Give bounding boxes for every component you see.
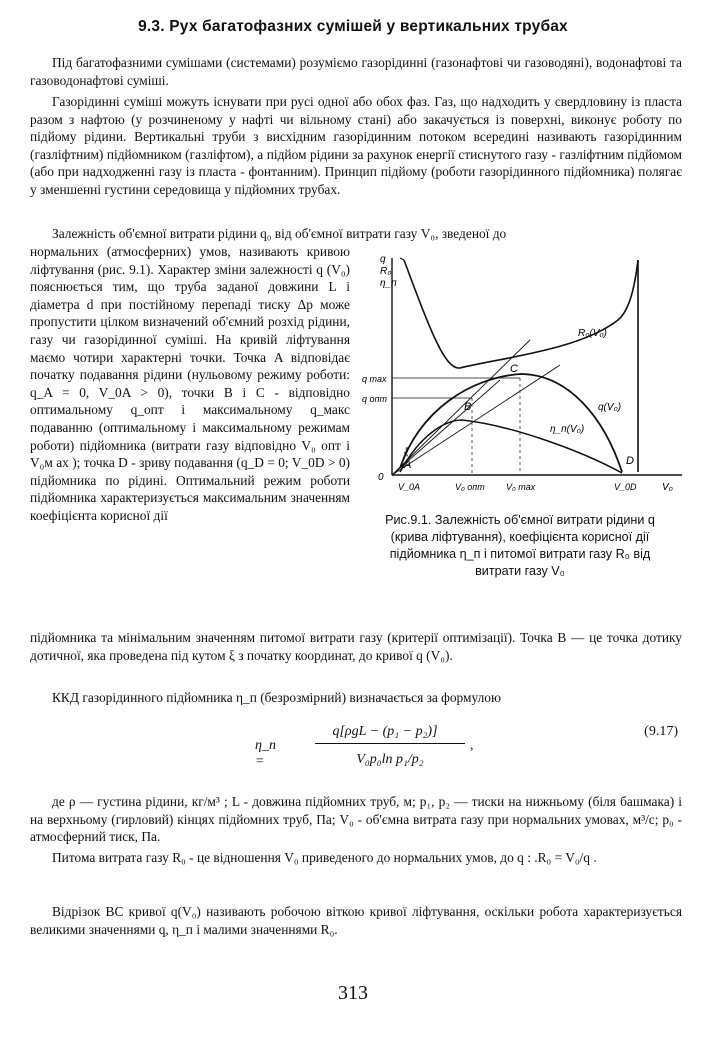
r0-curve — [404, 260, 638, 368]
y-tick-qopt: q опт — [362, 394, 387, 404]
curve-label-q: q(V₀) — [598, 402, 622, 413]
point-b-label: B — [464, 401, 472, 413]
lift-curve-figure — [360, 250, 690, 500]
y-label-eta: η_п — [380, 278, 397, 289]
paragraph-dependence-intro: Залежність об'ємної витрати рідини q₀ від об'ємної витрати газу V₀, зведеної до — [52, 226, 507, 241]
point-d-label: D — [626, 455, 634, 467]
section-title: 9.3. Рух багатофазних сумішей у вертикальних трубах — [138, 18, 568, 35]
formula-trailing: , — [470, 738, 474, 753]
tangent-line-2 — [392, 365, 560, 475]
equation-number: (9.17) — [644, 724, 678, 739]
x-tick-v0opt: V₀ опт — [455, 482, 485, 492]
x-tick-v0max: V₀ max — [506, 482, 536, 492]
paragraph-specific-gas: Питома витрата газу R₀ - це відношення V₀ приведеного до нормальних умов, до q : .R₀ = V₀/q . — [52, 850, 597, 865]
paragraph-lift-curve: нормальних (атмосферних) умов, називають кривою ліфтування (рис. 9.1). Характер зміни залежності q (V₀) пояснюється тим, що труба заданої довжини L і діаметра d при постійному перепаді тиску Δp може пропустити цілком визначений об'ємний розхід рідини, газу чи газорідинної суміші. На кривій ліфтування маємо чотири характерні точки. Точка A відповідає початку подавання рідини (нульовому режиму роботи: q_A = 0, V_0A > 0), точки B і C - відповідно оптимальному q_опт і максимальному q_макс подаванню (оптимальному і максимальному режимам роботи) підйомника (витрати газу відповідно V₀ опт і V₀м ах ); точка D - зриву подавання (q_D = 0; V_0D > 0) підйомника по рідині. Оптимальний режим роботи підйомника характеризується максимальним значенням коефіцієнта корисної дії — [30, 244, 350, 523]
paragraph-lift-curve-tail: підйомника та мінімальним значенням питомої витрати газу (критерії оптимізації). Точка B — це точка дотику дотичної, яка проведена під кутом ξ з початку координат, до кривої q (V₀). — [30, 630, 682, 663]
curve-label-eta: η_п(V₀) — [550, 424, 585, 435]
x-axis-label: V₀ — [662, 482, 673, 493]
point-c-label: C — [510, 363, 518, 375]
origin-label: 0 — [378, 472, 384, 483]
figure-caption: Рис.9.1. Залежність об'ємної витрати рідини q (крива ліфтування), коефіцієнта корисної дії підйомника η_п і питомої витрати газу R₀ від витрати газу V₀ — [385, 513, 655, 578]
paragraph-working-branch: Відрізок BC кривої q(V₀) називають робочою віткою кривої ліфтування, оскільки робота характеризується великими значеннями q, η_п і малими значеннями R₀. — [30, 904, 682, 937]
point-a-label: A — [404, 459, 412, 471]
y-tick-qmax: q max — [362, 374, 387, 384]
angle-xi-label: ξ — [404, 447, 409, 458]
x-tick-v0a: V_0A — [398, 482, 421, 492]
curve-label-r0: R₀(V₀) — [578, 328, 607, 339]
y-label-q: q — [380, 254, 386, 265]
page-number: 313 — [338, 982, 368, 1004]
x-tick-v0d: V_0D — [614, 482, 637, 492]
paragraph-variables: де ρ — густина рідини, кг/м³ ; L - довжина підйомних труб, м; p₁, p₂ — тиски на нижньому (біля башмака) і на верхньому (гирловий) кінцях підйомних труб, Па; V₀ - об'ємна витрата газу при нормальних умовах, м³/с; p₀ - атмосферний тиск, Па. — [30, 794, 682, 845]
tangent-line-1 — [392, 340, 530, 475]
formula-numerator: q[ρgL − (p₁ − p₂)] — [332, 724, 438, 739]
fraction-bar — [315, 743, 465, 744]
formula-denominator: V₀p₀ln p₁/p₂ — [356, 752, 424, 767]
paragraph-gas-liquid: Газорідинні суміші можуть існувати при русі одної або обох фаз. Газ, що надходить у свердловину із пласта разом з нафтою (у розчиненому у нафті чи вільному стані) або закачується із поверхні, виконує роботу по підйому рідини. Вертикальні труби з висхідним газорідинним потоком всередині називають газорідинним (газліфтним) підйомником (газліфтом), а підйом рідини за рахунок енергії стиснутого газу - газліфтним підйомом (або при надходженні газу із пласта - фонтанним). Принцип підйому (роботи газорідинного підйомника) полягає у зменшенні густини середовища у підйомних трубах. — [30, 94, 682, 197]
paragraph-definition: Під багатофазними сумішами (системами) розуміємо газорідинні (газонафтові чи газоводяні), водонафтові та газоводонафтові суміші. — [30, 55, 682, 88]
formula-lhs: η_п = — [255, 738, 276, 769]
y-label-r0: R₀ — [380, 266, 392, 277]
paragraph-efficiency: ККД газорідинного підйомника η_п (безрозмірний) визначається за формулою — [52, 690, 501, 705]
r0-curve-left — [400, 258, 404, 260]
eta-curve — [400, 420, 622, 473]
